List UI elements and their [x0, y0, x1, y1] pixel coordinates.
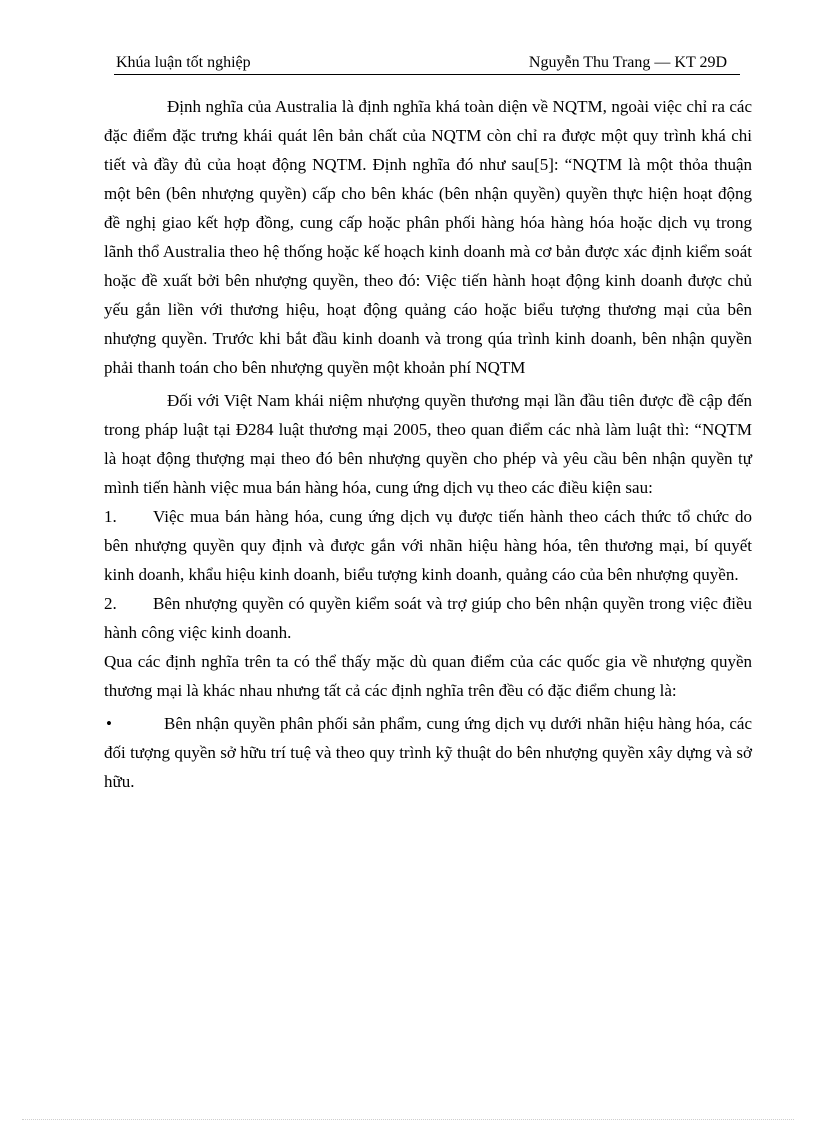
header-author: Nguyễn Thu Trang — KT 29D — [528, 54, 727, 71]
document-body — [104, 92, 752, 796]
list-item-text: Bên nhượng quyền có quyền kiểm soát và trợ giúp cho bên nhận quyền trong việc điều hành công việc kinh doanh. — [104, 594, 752, 642]
page-header — [114, 53, 740, 75]
paragraph-australia-definition: Định nghĩa của Australia là định nghĩa khá toàn diện về NQTM, ngoài việc chỉ ra các đặc điểm đặc trưng khái quát lên bản chất của NQTM còn chỉ ra được một quy trình khá chi tiết và đầy đủ của hoạt động NQTM. Định nghĩa đó như sau[5]: “NQTM là một thỏa thuận một bên (bên nhượng quyền) cấp cho bên khác (bên nhận quyền) quyền thực hiện hoạt động đề nghị giao kết hợp đồng, cung cấp hoặc phân phối hàng hóa hàng hóa hoặc dịch vụ trong lãnh thổ Australia theo hệ thống hoặc kế hoạch kinh doanh mà cơ bản được xác định kiểm soát hoặc đề xuất bởi bên nhượng quyền, theo đó: Việc tiến hành hoạt động kinh doanh được chủ yếu gắn liền với thương hiệu, hoạt động quảng cáo hoặc biểu tượng thương mại của bên nhượng quyền. Trước khi bắt đầu kinh doanh và trong qúa trình kinh doanh, bên nhận quyền phải thanh toán cho bên nhượng quyền một khoản phí NQTM — [104, 97, 752, 377]
list-item-text: Việc mua bán hàng hóa, cung ứng dịch vụ được tiến hành theo cách thức tổ chức do bên nhượng quyền quy định và được gắn với nhãn hiệu hàng hóa, tên thương mại, bí quyết kinh doanh, khẩu hiệu kinh doanh, biểu tượng kinh doanh, quảng cáo của bên nhượng quyền. — [104, 507, 752, 584]
list-item-number: 1. — [104, 507, 117, 526]
list-item — [104, 589, 752, 647]
bullet-item-text: Bên nhận quyền phân phối sản phẩm, cung ứng dịch vụ dưới nhãn hiệu hàng hóa, các đối tượng quyền sở hữu trí tuệ và theo quy trình kỹ thuật do bên nhượng quyền xây dựng và sở hữu. — [104, 714, 752, 791]
page-bottom-divider — [22, 1119, 794, 1120]
bullet-item — [104, 709, 752, 796]
header-thesis-label: Khúa luận tốt nghiệp — [116, 54, 251, 71]
bullet-icon: • — [106, 714, 112, 733]
list-item-number: 2. — [104, 594, 117, 613]
paragraph-common-features: Qua các định nghĩa trên ta có thể thấy mặc dù quan điểm của các quốc gia về nhượng quyền thương mại là khác nhau nhưng tất cả các định nghĩa trên đều có đặc điểm chung là: — [104, 652, 752, 700]
paragraph-vietnam-definition: Đối với Việt Nam khái niệm nhượng quyền thương mại lần đầu tiên được đề cập đến trong pháp luật tại Đ284 luật thương mại 2005, theo quan điểm các nhà làm luật thì: “NQTM là hoạt động thượng mại theo đó bên nhượng quyền cho phép và yêu cầu bên nhận quyền tự mình tiến hành việc mua bán hàng hóa, cung ứng dịch vụ theo các điều kiện sau: — [104, 391, 752, 497]
list-item — [104, 502, 752, 589]
